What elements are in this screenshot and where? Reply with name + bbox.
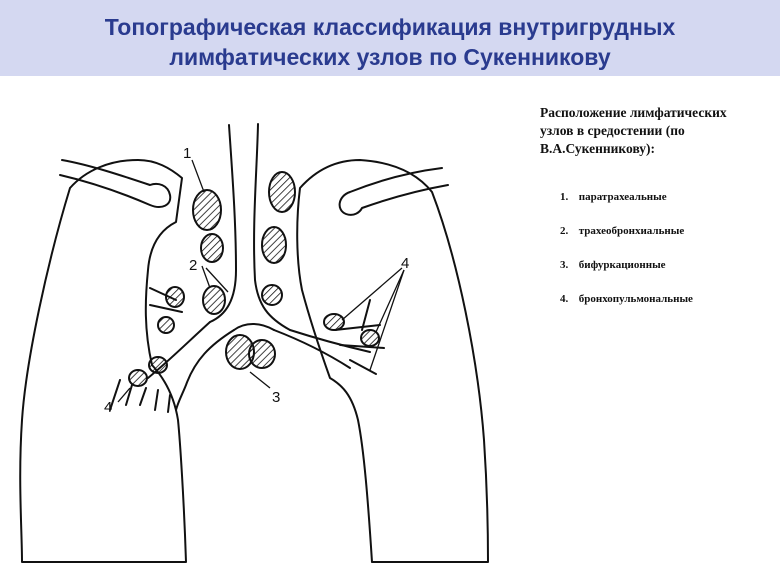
legend-heading	[540, 104, 775, 158]
legend-item-label: бронхопульмональные	[578, 293, 693, 305]
legend-list	[560, 190, 775, 326]
legend-item-number: 3.	[560, 259, 569, 271]
callout-4-right: 4	[401, 255, 410, 272]
left-bronchus-lower	[176, 330, 234, 410]
legend-item-number: 2.	[560, 225, 569, 237]
node-paratracheal-2	[269, 172, 295, 212]
legend-item-bifurcation	[560, 258, 775, 292]
callout-2: 2	[189, 257, 198, 274]
callout-4-left: 4	[104, 399, 113, 416]
legend-item-paratracheal	[560, 190, 775, 224]
node-paratracheal-3	[262, 227, 286, 263]
legend-item-tracheobronchial	[560, 224, 775, 258]
legend-item-label: паратрахеальные	[578, 191, 667, 203]
legend-item-label: трахеобронхиальные	[578, 225, 685, 237]
node-bronchopulmonary-2	[361, 330, 379, 346]
title-line-1: Топографическая классификация внутригрудных	[104, 14, 676, 40]
node-bronchopulmonary-5	[158, 317, 174, 333]
title-line-2: лимфатических узлов по Сукенникову	[169, 44, 611, 70]
legend	[540, 104, 775, 326]
node-bronchopulmonary-4	[129, 370, 147, 386]
node-bronchopulmonary-1	[324, 314, 344, 330]
right-bronchus-lower	[274, 330, 350, 368]
legend-item-number: 1.	[560, 191, 569, 203]
node-tracheobronchial-2	[203, 286, 225, 314]
legend-heading-line-1: Расположение лимфатических	[540, 105, 727, 120]
legend-item-number: 4.	[560, 293, 569, 305]
node-tracheobronchial-3	[262, 285, 282, 305]
right-lung-outline	[297, 160, 488, 562]
legend-item-label: бифуркационные	[578, 259, 666, 271]
legend-item-bronchopulmonary	[560, 292, 775, 326]
node-bifurcation-2	[249, 340, 275, 368]
carina	[234, 324, 274, 330]
node-tracheobronchial-1	[201, 234, 223, 262]
node-paratracheal-1	[193, 190, 221, 230]
node-tracheobronchial-4	[166, 287, 184, 307]
legend-heading-line-3: В.А.Сукенникову):	[540, 141, 656, 156]
node-bronchopulmonary-3	[149, 357, 167, 373]
callout-3: 3	[272, 389, 281, 406]
callout-1: 1	[183, 145, 192, 162]
left-clavicle	[60, 160, 170, 207]
legend-heading-line-2: узлов в средостении (по	[540, 123, 685, 138]
